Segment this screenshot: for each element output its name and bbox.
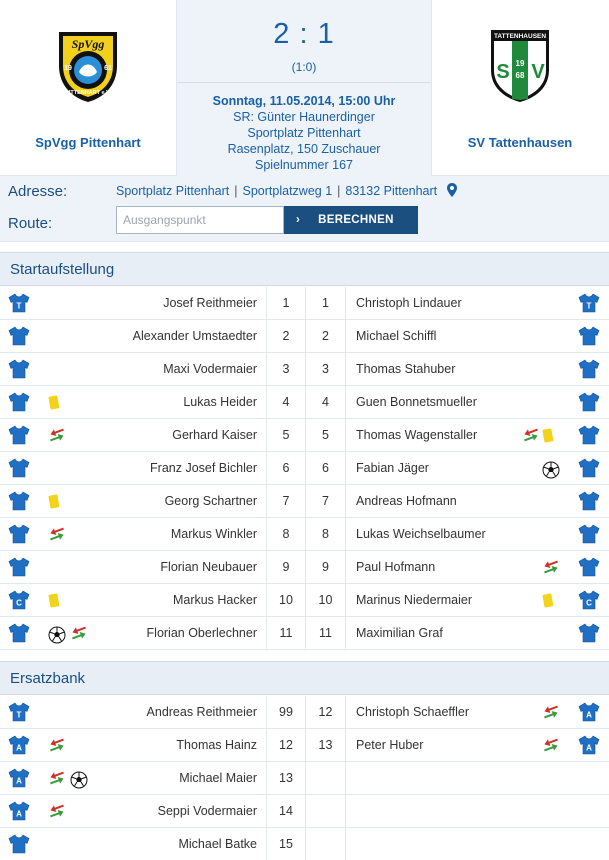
- svg-text:61: 61: [104, 65, 112, 72]
- home-shirt-number: 2: [266, 320, 306, 353]
- match-header: [0, 0, 609, 176]
- away-player-name[interactable]: Maximilian Graf: [356, 626, 443, 640]
- home-shirt-number: 11: [266, 617, 306, 650]
- away-shirt-icon: [578, 458, 600, 481]
- home-shirt-number: 1: [266, 287, 306, 320]
- goal-icon: [70, 771, 88, 792]
- away-team[interactable]: [432, 0, 608, 176]
- home-shirt-number: 99: [266, 696, 306, 729]
- substitution-icon: [48, 771, 66, 788]
- svg-text:T: T: [586, 301, 592, 311]
- lineup-row: [0, 729, 609, 762]
- home-shirt-number: 7: [266, 485, 306, 518]
- home-shirt-icon: [8, 590, 30, 613]
- home-shirt-icon: [8, 557, 30, 580]
- away-shirt-number: [306, 795, 346, 828]
- lineup-row: [0, 696, 609, 729]
- home-shirt-icon: [8, 491, 30, 514]
- away-shirt-number: 6: [306, 452, 346, 485]
- substitution-icon: [542, 705, 560, 722]
- away-shirt-number: 4: [306, 386, 346, 419]
- away-shirt-icon: [578, 293, 600, 316]
- home-player-name[interactable]: Franz Josef Bichler: [150, 461, 257, 475]
- match-referee: SR: Günter Haunerdinger: [233, 110, 375, 124]
- home-player-name[interactable]: Markus Hacker: [172, 593, 257, 607]
- home-shirt-icon: [8, 623, 30, 646]
- final-score: 2 : 1: [273, 18, 335, 50]
- address-separator: |: [337, 184, 341, 198]
- away-player-name[interactable]: Peter Huber: [356, 738, 424, 752]
- home-team-name[interactable]: SpVgg Pittenhart: [35, 135, 141, 150]
- substitution-icon: [48, 804, 66, 821]
- svg-text:PITTENHART e.V.: PITTENHART e.V.: [65, 90, 111, 96]
- svg-text:A: A: [16, 809, 22, 819]
- substitution-icon: [48, 527, 66, 544]
- away-player-name[interactable]: Guen Bonnetsmueller: [356, 395, 477, 409]
- lineup-row: [0, 353, 609, 386]
- home-shirt-number: 10: [266, 584, 306, 617]
- svg-text:C: C: [586, 598, 592, 608]
- away-player-name[interactable]: Christoph Lindauer: [356, 296, 462, 310]
- substitution-icon: [48, 428, 66, 445]
- svg-text:SpVgg: SpVgg: [71, 37, 105, 51]
- address-panel: [0, 176, 609, 242]
- home-player-name[interactable]: Gerhard Kaiser: [172, 428, 257, 442]
- address-line[interactable]: [116, 183, 457, 198]
- away-player-name[interactable]: Christoph Schaeffler: [356, 705, 470, 719]
- svg-text:68: 68: [515, 71, 525, 80]
- substitution-icon: [542, 738, 560, 755]
- home-shirt-number: 3: [266, 353, 306, 386]
- home-shirt-icon: [8, 768, 30, 791]
- away-shirt-number: [306, 828, 346, 860]
- home-shirt-icon: [8, 392, 30, 415]
- home-shirt-icon: [8, 702, 30, 725]
- svg-text:TATTENHAUSEN: TATTENHAUSEN: [493, 33, 547, 40]
- home-shirt-icon: [8, 735, 30, 758]
- svg-text:T: T: [16, 710, 22, 720]
- match-venue: Sportplatz Pittenhart: [247, 126, 361, 140]
- home-player-name[interactable]: Alexander Umstaedter: [132, 329, 257, 343]
- calculate-route-button[interactable]: [284, 206, 418, 234]
- home-shirt-number: 14: [266, 795, 306, 828]
- away-shirt-number: 7: [306, 485, 346, 518]
- away-shirt-icon: [578, 557, 600, 580]
- score-divider: [177, 82, 431, 83]
- lineup-row: [0, 828, 609, 860]
- svg-text:T: T: [16, 301, 22, 311]
- away-shirt-number: 2: [306, 320, 346, 353]
- lineup-row: [0, 452, 609, 485]
- away-shirt-icon: [578, 359, 600, 382]
- bench-header: [0, 661, 609, 695]
- home-player-name[interactable]: Michael Maier: [179, 771, 257, 785]
- away-shirt-number: 12: [306, 696, 346, 729]
- home-shirt-number: 12: [266, 729, 306, 762]
- svg-text:A: A: [16, 776, 22, 786]
- home-player-name[interactable]: Andreas Reithmeier: [146, 705, 257, 719]
- address-separator: |: [234, 184, 238, 198]
- away-shirt-icon: [578, 491, 600, 514]
- match-number: Spielnummer 167: [255, 158, 353, 172]
- away-player-name[interactable]: Paul Hofmann: [356, 560, 436, 574]
- route-label: Route:: [8, 215, 53, 232]
- away-shirt-number: 10: [306, 584, 346, 617]
- away-shirt-icon: [578, 623, 600, 646]
- lineup-row: [0, 419, 609, 452]
- home-player-name[interactable]: Lukas Heider: [183, 395, 257, 409]
- address-city[interactable]: 83132 Pittenhart: [345, 184, 438, 198]
- home-shirt-icon: [8, 425, 30, 448]
- calculate-route-label: BERECHNEN: [318, 214, 394, 226]
- away-shirt-number: 5: [306, 419, 346, 452]
- away-shirt-icon: [578, 524, 600, 547]
- substitution-icon: [542, 560, 560, 577]
- home-shirt-number: 9: [266, 551, 306, 584]
- address-venue[interactable]: Sportplatz Pittenhart: [116, 184, 230, 198]
- away-shirt-number: 13: [306, 729, 346, 762]
- svg-text:V: V: [531, 61, 545, 83]
- lineup-row: [0, 762, 609, 795]
- lineup-row: [0, 320, 609, 353]
- yellow-card-icon: [542, 428, 554, 447]
- home-shirt-icon: [8, 293, 30, 316]
- match-info: [177, 93, 431, 173]
- away-shirt-number: 11: [306, 617, 346, 650]
- home-shirt-icon: [8, 834, 30, 857]
- home-shirt-number: 8: [266, 518, 306, 551]
- away-player-name[interactable]: Andreas Hofmann: [356, 494, 457, 508]
- away-player-name[interactable]: Marinus Niedermaier: [356, 593, 473, 607]
- home-team[interactable]: [0, 0, 176, 176]
- chevron-right-icon: ›: [296, 214, 301, 226]
- yellow-card-icon: [48, 593, 60, 612]
- home-player-name[interactable]: Florian Neubauer: [160, 560, 257, 574]
- away-shirt-icon: [578, 590, 600, 613]
- svg-text:C: C: [16, 598, 22, 608]
- home-player-name[interactable]: Michael Batke: [178, 837, 257, 851]
- match-pitch: Rasenplatz, 150 Zuschauer: [227, 142, 381, 156]
- home-player-name[interactable]: Maxi Vodermaier: [163, 362, 257, 376]
- home-player-name[interactable]: Thomas Hainz: [176, 738, 257, 752]
- home-team-crest-icon: [53, 26, 123, 104]
- lineup-row: [0, 551, 609, 584]
- lineup-row: [0, 287, 609, 320]
- home-shirt-number: 5: [266, 419, 306, 452]
- away-shirt-icon: [578, 392, 600, 415]
- yellow-card-icon: [48, 494, 60, 513]
- home-player-name[interactable]: Georg Schartner: [164, 494, 257, 508]
- home-shirt-icon: [8, 524, 30, 547]
- away-shirt-icon: [578, 326, 600, 349]
- lineup-row: [0, 485, 609, 518]
- svg-text:19: 19: [64, 65, 72, 72]
- lineup-row: [0, 617, 609, 650]
- home-shirt-number: 6: [266, 452, 306, 485]
- home-player-name[interactable]: Josef Reithmeier: [163, 296, 257, 310]
- lineup-row: [0, 386, 609, 419]
- svg-text:19: 19: [515, 59, 525, 68]
- match-date: Sonntag, 11.05.2014, 15:00 Uhr: [212, 94, 396, 108]
- away-shirt-number: 8: [306, 518, 346, 551]
- bench-table: [0, 696, 609, 860]
- svg-text:A: A: [586, 743, 592, 753]
- home-player-name[interactable]: Markus Winkler: [170, 527, 257, 541]
- away-shirt-icon: [578, 702, 600, 725]
- away-shirt-number: [306, 762, 346, 795]
- goal-icon: [48, 626, 66, 647]
- lineup-row: [0, 795, 609, 828]
- route-start-input[interactable]: [116, 206, 284, 234]
- svg-text:S: S: [496, 61, 510, 83]
- away-player-name[interactable]: Lukas Weichselbaumer: [356, 527, 486, 541]
- goal-icon: [542, 461, 560, 482]
- svg-text:A: A: [586, 710, 592, 720]
- home-shirt-number: 15: [266, 828, 306, 860]
- lineup-row: [0, 518, 609, 551]
- away-player-name[interactable]: Fabian Jäger: [356, 461, 429, 475]
- away-shirt-icon: [578, 735, 600, 758]
- home-player-name[interactable]: Seppi Vodermaier: [157, 804, 257, 818]
- home-shirt-icon: [8, 458, 30, 481]
- away-team-crest-icon: [485, 26, 555, 104]
- home-shirt-icon: [8, 801, 30, 824]
- substitution-icon: [70, 626, 88, 643]
- away-player-name[interactable]: Michael Schiffl: [356, 329, 437, 343]
- away-shirt-number: 3: [306, 353, 346, 386]
- substitution-icon: [522, 428, 540, 445]
- halftime-score: (1:0): [291, 60, 317, 74]
- home-shirt-icon: [8, 326, 30, 349]
- away-shirt-number: 9: [306, 551, 346, 584]
- score-panel: [176, 0, 432, 176]
- yellow-card-icon: [48, 395, 60, 414]
- home-shirt-number: 4: [266, 386, 306, 419]
- home-player-name[interactable]: Florian Oberlechner: [146, 626, 257, 640]
- away-shirt-number: 1: [306, 287, 346, 320]
- yellow-card-icon: [542, 593, 554, 612]
- section-title: Startaufstellung: [10, 261, 115, 278]
- away-team-name[interactable]: SV Tattenhausen: [467, 135, 573, 150]
- home-shirt-number: 13: [266, 762, 306, 795]
- starting-lineup-header: [0, 252, 609, 286]
- away-player-name[interactable]: Thomas Stahuber: [356, 362, 456, 376]
- svg-text:A: A: [16, 743, 22, 753]
- away-player-name[interactable]: Thomas Wagenstaller: [356, 428, 478, 442]
- section-title: Ersatzbank: [10, 670, 86, 687]
- starting-lineup-table: [0, 287, 609, 650]
- map-pin-icon[interactable]: [447, 183, 457, 197]
- address-street[interactable]: Sportplatzweg 1: [242, 184, 333, 198]
- away-shirt-icon: [578, 425, 600, 448]
- substitution-icon: [48, 738, 66, 755]
- home-shirt-icon: [8, 359, 30, 382]
- address-label: Adresse:: [8, 183, 68, 200]
- lineup-row: [0, 584, 609, 617]
